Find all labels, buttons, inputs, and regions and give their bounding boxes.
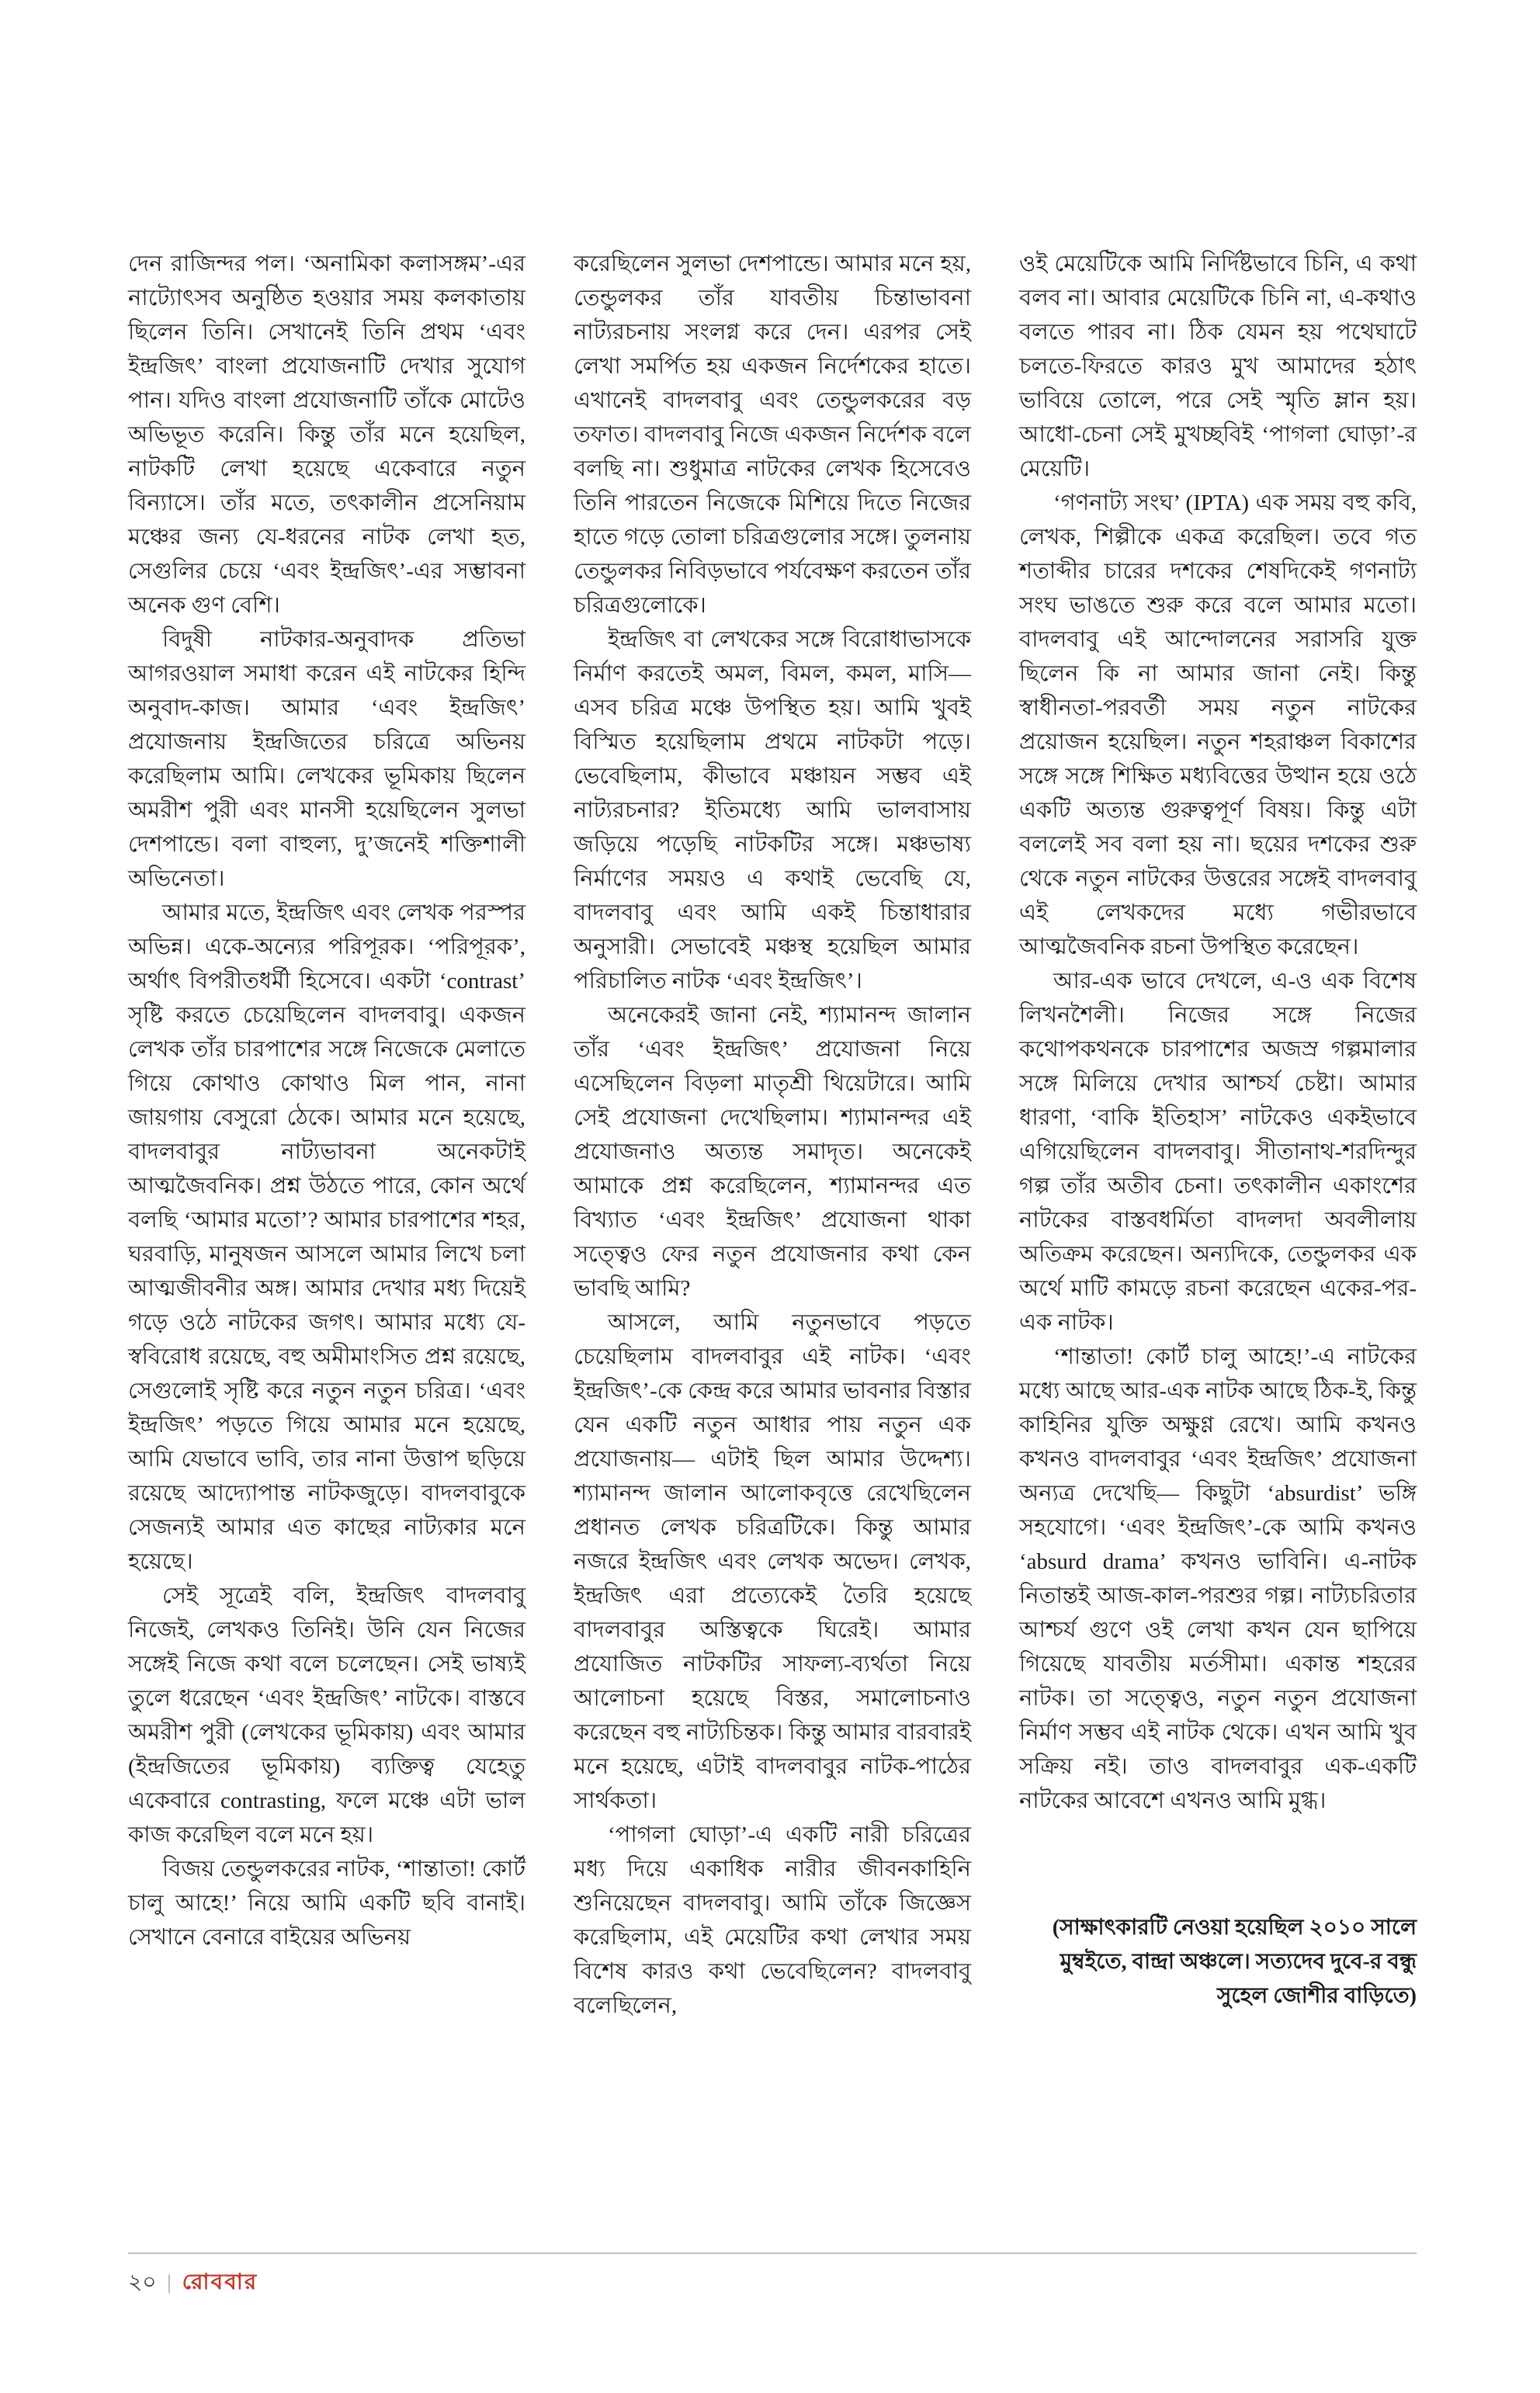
footer-separator: |	[167, 2271, 172, 2294]
magazine-logo: রোববার	[182, 2270, 258, 2294]
paragraph: আমার মতে, ইন্দ্রজিৎ এবং লেখক পরস্পর অভিন্ন। একে-অন্যের পরিপূরক। ‘পরিপূরক’, অর্থাৎ বিপরীতধর্মী হিসেবে। একটা ‘contrast’ সৃষ্টি করতে চেয়েছিলেন বাদলবাবু। একজন লেখক তাঁর চারপাশের সঙ্গে নিজেকে মেলাতে গিয়ে কোথাও কোথাও মিল পান, নানা জায়গায় বেসুরো ঠেকে। আমার মনে হয়েছে, বাদলবাবুর নাট্যভাবনা অনেকটাই আত্মজৈবনিক। প্রশ্ন উঠতে পারে, কোন অর্থে বলছি ‘আমার মতো’? আমার চারপাশের শহর, ঘরবাড়ি, মানুষজন আসলে আমার লিখে চলা আত্মজীবনীর অঙ্গ। আমার দেখার মধ্য দিয়েই গড়ে ওঠে নাটকের জগৎ। আমার মধ্যে যে-স্ববিরোধ রয়েছে, বহু অমীমাংসিত প্রশ্ন রয়েছে, সেগুলোই সৃষ্টি করে নতুন নতুন চরিত্র। ‘এবং ইন্দ্রজিৎ’ পড়তে গিয়ে আমার মনে হয়েছে, আমি যেভাবে ভাবি, তার নানা উত্তাপ ছড়িয়ে রয়েছে আদ্যোপান্ত নাটকজুড়ে। বাদলবাবুকে সেজন্যই আমার এত কাছের নাট্যকার মনে হয়েছে।	[128, 900, 525, 1574]
paragraph: দেন রাজিন্দর পল। ‘অনামিকা কলাসঙ্গম’-এর নাট্যোৎসব অনুষ্ঠিত হওয়ার সময় কলকাতায় ছিলেন তিনি। সেখানেই তিনি প্রথম ‘এবং ইন্দ্রজিৎ’ বাংলা প্রযোজনাটি দেখার সুযোগ পান। যদিও বাংলা প্রযোজনাটি তাঁকে মোটেও অভিভূত করেনি। কিন্তু তাঁর মনে হয়েছিল, নাটকটি লেখা হয়েছে একেবারে নতুন বিন্যাসে। তাঁর মতে, তৎকালীন প্রসেনিয়াম মঞ্চের জন্য যে-ধরনের নাটক লেখা হত, সেগুলির চেয়ে ‘এবং ইন্দ্রজিৎ’-এর সম্ভাবনা অনেক গুণ বেশি।	[128, 251, 525, 618]
page-footer	[128, 2265, 258, 2301]
paragraph: আসলে, আমি নতুনভাবে পড়তে চেয়েছিলাম বাদলবাবুর এই নাটক। ‘এবং ইন্দ্রজিৎ’-কে কেন্দ্র করে আমার ভাবনার বিস্তার যেন একটি নতুন আধার পায় নতুন এক প্রযোজনায়— এটাই ছিল আমার উদ্দেশ্য। শ্যামানন্দ জালান আলোকবৃত্তে রেখেছিলেন প্রধানত লেখক চরিত্রটিকে। কিন্তু আমার নজরে ইন্দ্রজিৎ এবং লেখক অভেদ। লেখক, ইন্দ্রজিৎ এরা প্রত্যেকেই তৈরি হয়েছে বাদলবাবুর অস্তিত্বকে ঘিরেই। আমার প্রযোজিত নাটকটির সাফল্য-ব্যর্থতা নিয়ে আলোচনা হয়েছে বিস্তর, সমালোচনাও করেছেন বহু নাট্যচিন্তক। কিন্তু আমার বারবারই মনে হয়েছে, এটাই বাদলবাবুর নাটক-পাঠের সার্থকতা।	[574, 1310, 971, 1813]
column-2	[574, 247, 971, 2023]
paragraph: ‘শান্তাতা! কোর্ট চালু আহে!’-এ নাটকের মধ্যে আছে আর-এক নাটক আছে ঠিক-ই, কিন্তু কাহিনির যুক্তি অক্ষুণ্ণ রেখে। আমি কখনও কখনও বাদলবাবুর ‘এবং ইন্দ্রজিৎ’ প্রযোজনা অন্যত্র দেখেছি— কিছুটা ‘absurdist’ ভঙ্গি সহযোগে। ‘এবং ইন্দ্রজিৎ’-কে আমি কখনও ‘absurd drama’ কখনও ভাবিনি। এ-নাটক নিতান্তই আজ-কাল-পরশুর গল্প। নাট্যচরিতার আশ্চর্য গুণে ওই লেখা কখন যেন ছাপিয়ে গিয়েছে যাবতীয় মর্তসীমা। একান্ত শহরের নাটক। তা সত্ত্বেও, নতুন নতুন প্রযোজনা নির্মাণ সম্ভব এই নাটক থেকে। এখন আমি খুব সক্রিয় নই। তাও বাদলবাবুর এক-একটি নাটকের আবেশে এখনও আমি মুগ্ধ।	[1019, 1344, 1417, 1813]
page-number: ২০	[128, 2270, 157, 2294]
paragraph: বিদুষী নাটকার-অনুবাদক প্রতিভা আগরওয়াল সমাধা করেন এই নাটকের হিন্দি অনুবাদ-কাজ। আমার ‘এবং ইন্দ্রজিৎ’ প্রযোজনায় ইন্দ্রজিতের চরিত্রে অভিনয় করেছিলাম আমি। লেখকের ভূমিকায় ছিলেন অমরীশ পুরী এবং মানসী হয়েছিলেন সুলভা দেশপান্ডে। বলা বাহুল্য, দু’জনেই শক্তিশালী অভিনেতা।	[128, 627, 525, 891]
column-1	[128, 247, 525, 2023]
column-3	[1019, 247, 1417, 2023]
paragraph: সেই সূত্রেই বলি, ইন্দ্রজিৎ বাদলবাবু নিজেই, লেখকও তিনিই। উনি যেন নিজের সঙ্গেই নিজে কথা বলে চলেছেন। সেই ভাষ্যই তুলে ধরেছেন ‘এবং ইন্দ্রজিৎ’ নাটকে। বাস্তবে অমরীশ পুরী (লেখকের ভূমিকায়) এবং আমার (ইন্দ্রজিতের ভূমিকায়) ব্যক্তিত্ব যেহেতু একেবারে contrasting, ফলে মঞ্চে এটা ভাল কাজ করেছিল বলে মনে হয়।	[128, 1583, 525, 1847]
paragraph: বিজয় তেন্ডুলকরের নাটক, ‘শান্তাতা! কোর্ট চালু আহে!’ নিয়ে আমি একটি ছবি বানাই। সেখানে বেনারে বাইয়ের অভিনয়	[128, 1857, 525, 1950]
paragraph: ওই মেয়েটিকে আমি নির্দিষ্টভাবে চিনি, এ কথা বলব না। আবার মেয়েটিকে চিনি না, এ-কথাও বলতে পারব না। ঠিক যেমন হয় পথেঘাটে চলতে-ফিরতে কারও মুখ আমাদের হঠাৎ ভাবিয়ে তোলে, পরে সেই স্মৃতি ম্লান হয়। আধো-চেনা সেই মুখচ্ছবিই ‘পাগলা ঘোড়া’-র মেয়েটি।	[1019, 251, 1417, 481]
paragraph: ‘গণনাট্য সংঘ’ (IPTA) এক সময় বহু কবি, লেখক, শিল্পীকে একত্র করেছিল। তবে গত শতাব্দীর চারের দশকের শেষদিকেই গণনাট্য সংঘ ভাঙতে শুরু করে বলে আমার মতো। বাদলবাবু এই আন্দোলনের সরাসরি যুক্ত ছিলেন কি না আমার জানা নেই। কিন্তু স্বাধীনতা-পরবর্তী সময় নতুন নাটকের প্রয়োজন হয়েছিল। নতুন শহরাঞ্চল বিকাশের সঙ্গে সঙ্গে শিক্ষিত মধ্যবিত্তের উত্থান হয়ে ওঠে একটি অত্যন্ত গুরুত্বপূর্ণ বিষয়। কিন্তু এটা বললেই সব বলা হয় না। ছয়ের দশকের শুরু থেকে নতুন নাটকের উত্তরের সঙ্গেই বাদলবাবু এই লেখকদের মধ্যে গভীরভাবে আত্মজৈবনিক রচনা উপস্থিত করেছেন।	[1019, 491, 1417, 959]
paragraph: আর-এক ভাবে দেখলে, এ-ও এক বিশেষ লিখনশৈলী। নিজের সঙ্গে নিজের কথোপকথনকে চারপাশের অজস্র গল্পমালার সঙ্গে মিলিয়ে দেখার আশ্চর্য চেষ্টা। আমার ধারণা, ‘বাকি ইতিহাস’ নাটকেও একইভাবে এগিয়েছিলেন বাদলবাবু। সীতানাথ-শরদিন্দুর গল্প তাঁর অতীব চেনা। তৎকালীন একাংশের নাটকের বাস্তবধর্মিতা বাদলদা অবলীলায় অতিক্রম করেছেন। অন্যদিকে, তেন্ডুলকর এক অর্থে মাটি কামড়ে রচনা করেছেন একের-পর-এক নাটক।	[1019, 969, 1417, 1335]
paragraph: ইন্দ্রজিৎ বা লেখকের সঙ্গে বিরোধাভাসকে নির্মাণ করতেই অমল, বিমল, কমল, মাসি— এসব চরিত্র মঞ্চে উপস্থিত হয়। আমি খুবই বিস্মিত হয়েছিলাম প্রথমে নাটকটা পড়ে। ভেবেছিলাম, কীভাবে মঞ্চায়ন সম্ভব এই নাট্যরচনার? ইতিমধ্যে আমি ভালবাসায় জড়িয়ে পড়েছি নাটকটির সঙ্গে। মঞ্চভাষ্য নির্মাণের সময়ও এ কথাই ভেবেছি যে, বাদলবাবু এবং আমি একই চিন্তাধারার অনুসারী। সেভাবেই মঞ্চস্থ হয়েছিল আমার পরিচালিত নাটক ‘এবং ইন্দ্রজিৎ’।	[574, 627, 971, 994]
article-columns	[128, 247, 1417, 2023]
paragraph: অনেকেরই জানা নেই, শ্যামানন্দ জালান তাঁর ‘এবং ইন্দ্রজিৎ’ প্রযোজনা নিয়ে এসেছিলেন বিড়লা মাতৃশ্রী থিয়েটারে। আমি সেই প্রযোজনা দেখেছিলাম। শ্যামানন্দর এই প্রযোজনাও অত্যন্ত সমাদৃত। অনেকেই আমাকে প্রশ্ন করেছিলেন, শ্যামানন্দর এত বিখ্যাত ‘এবং ইন্দ্রজিৎ’ প্রযোজনা থাকা সত্ত্বেও ফের নতুন প্রযোজনার কথা কেন ভাবছি আমি?	[574, 1003, 971, 1301]
paragraph: ‘পাগলা ঘোড়া’-এ একটি নারী চরিত্রের মধ্য দিয়ে একাধিক নারীর জীবনকাহিনি শুনিয়েছেন বাদলবাবু। আমি তাঁকে জিজ্ঞেস করেছিলাম, এই মেয়েটির কথা লেখার সময় বিশেষ কারও কথা ভেবেছিলেন? বাদলবাবু বলেছিলেন,	[574, 1822, 971, 2018]
interview-credit-note: (সাক্ষাৎকারটি নেওয়া হয়েছিল ২০১০ সালে মুম্বইতে, বান্দ্রা অঞ্চলে। সত্যদেব দুবে-র বন্ধু সুহেল জোশীর বাড়িতে)	[1052, 1916, 1417, 2008]
footer-divider	[128, 2253, 1417, 2254]
paragraph: করেছিলেন সুলভা দেশপান্ডে। আমার মনে হয়, তেন্ডুলকর তাঁর যাবতীয় চিন্তাভাবনা নাট্যরচনায় সংলগ্ন করে দেন। এরপর সেই লেখা সমর্পিত হয় একজন নির্দেশকের হাতে। এখানেই বাদলবাবু এবং তেন্ডুলকরের বড় তফাত। বাদলবাবু নিজে একজন নির্দেশক বলে বলছি না। শুধুমাত্র নাটকের লেখক হিসেবেও তিনি পারতেন নিজেকে মিশিয়ে দিতে নিজের হাতে গড়ে তোলা চরিত্রগুলোর সঙ্গে। তুলনায় তেন্ডুলকর নিবিড়ভাবে পর্যবেক্ষণ করতেন তাঁর চরিত্রগুলোকে।	[574, 251, 971, 618]
